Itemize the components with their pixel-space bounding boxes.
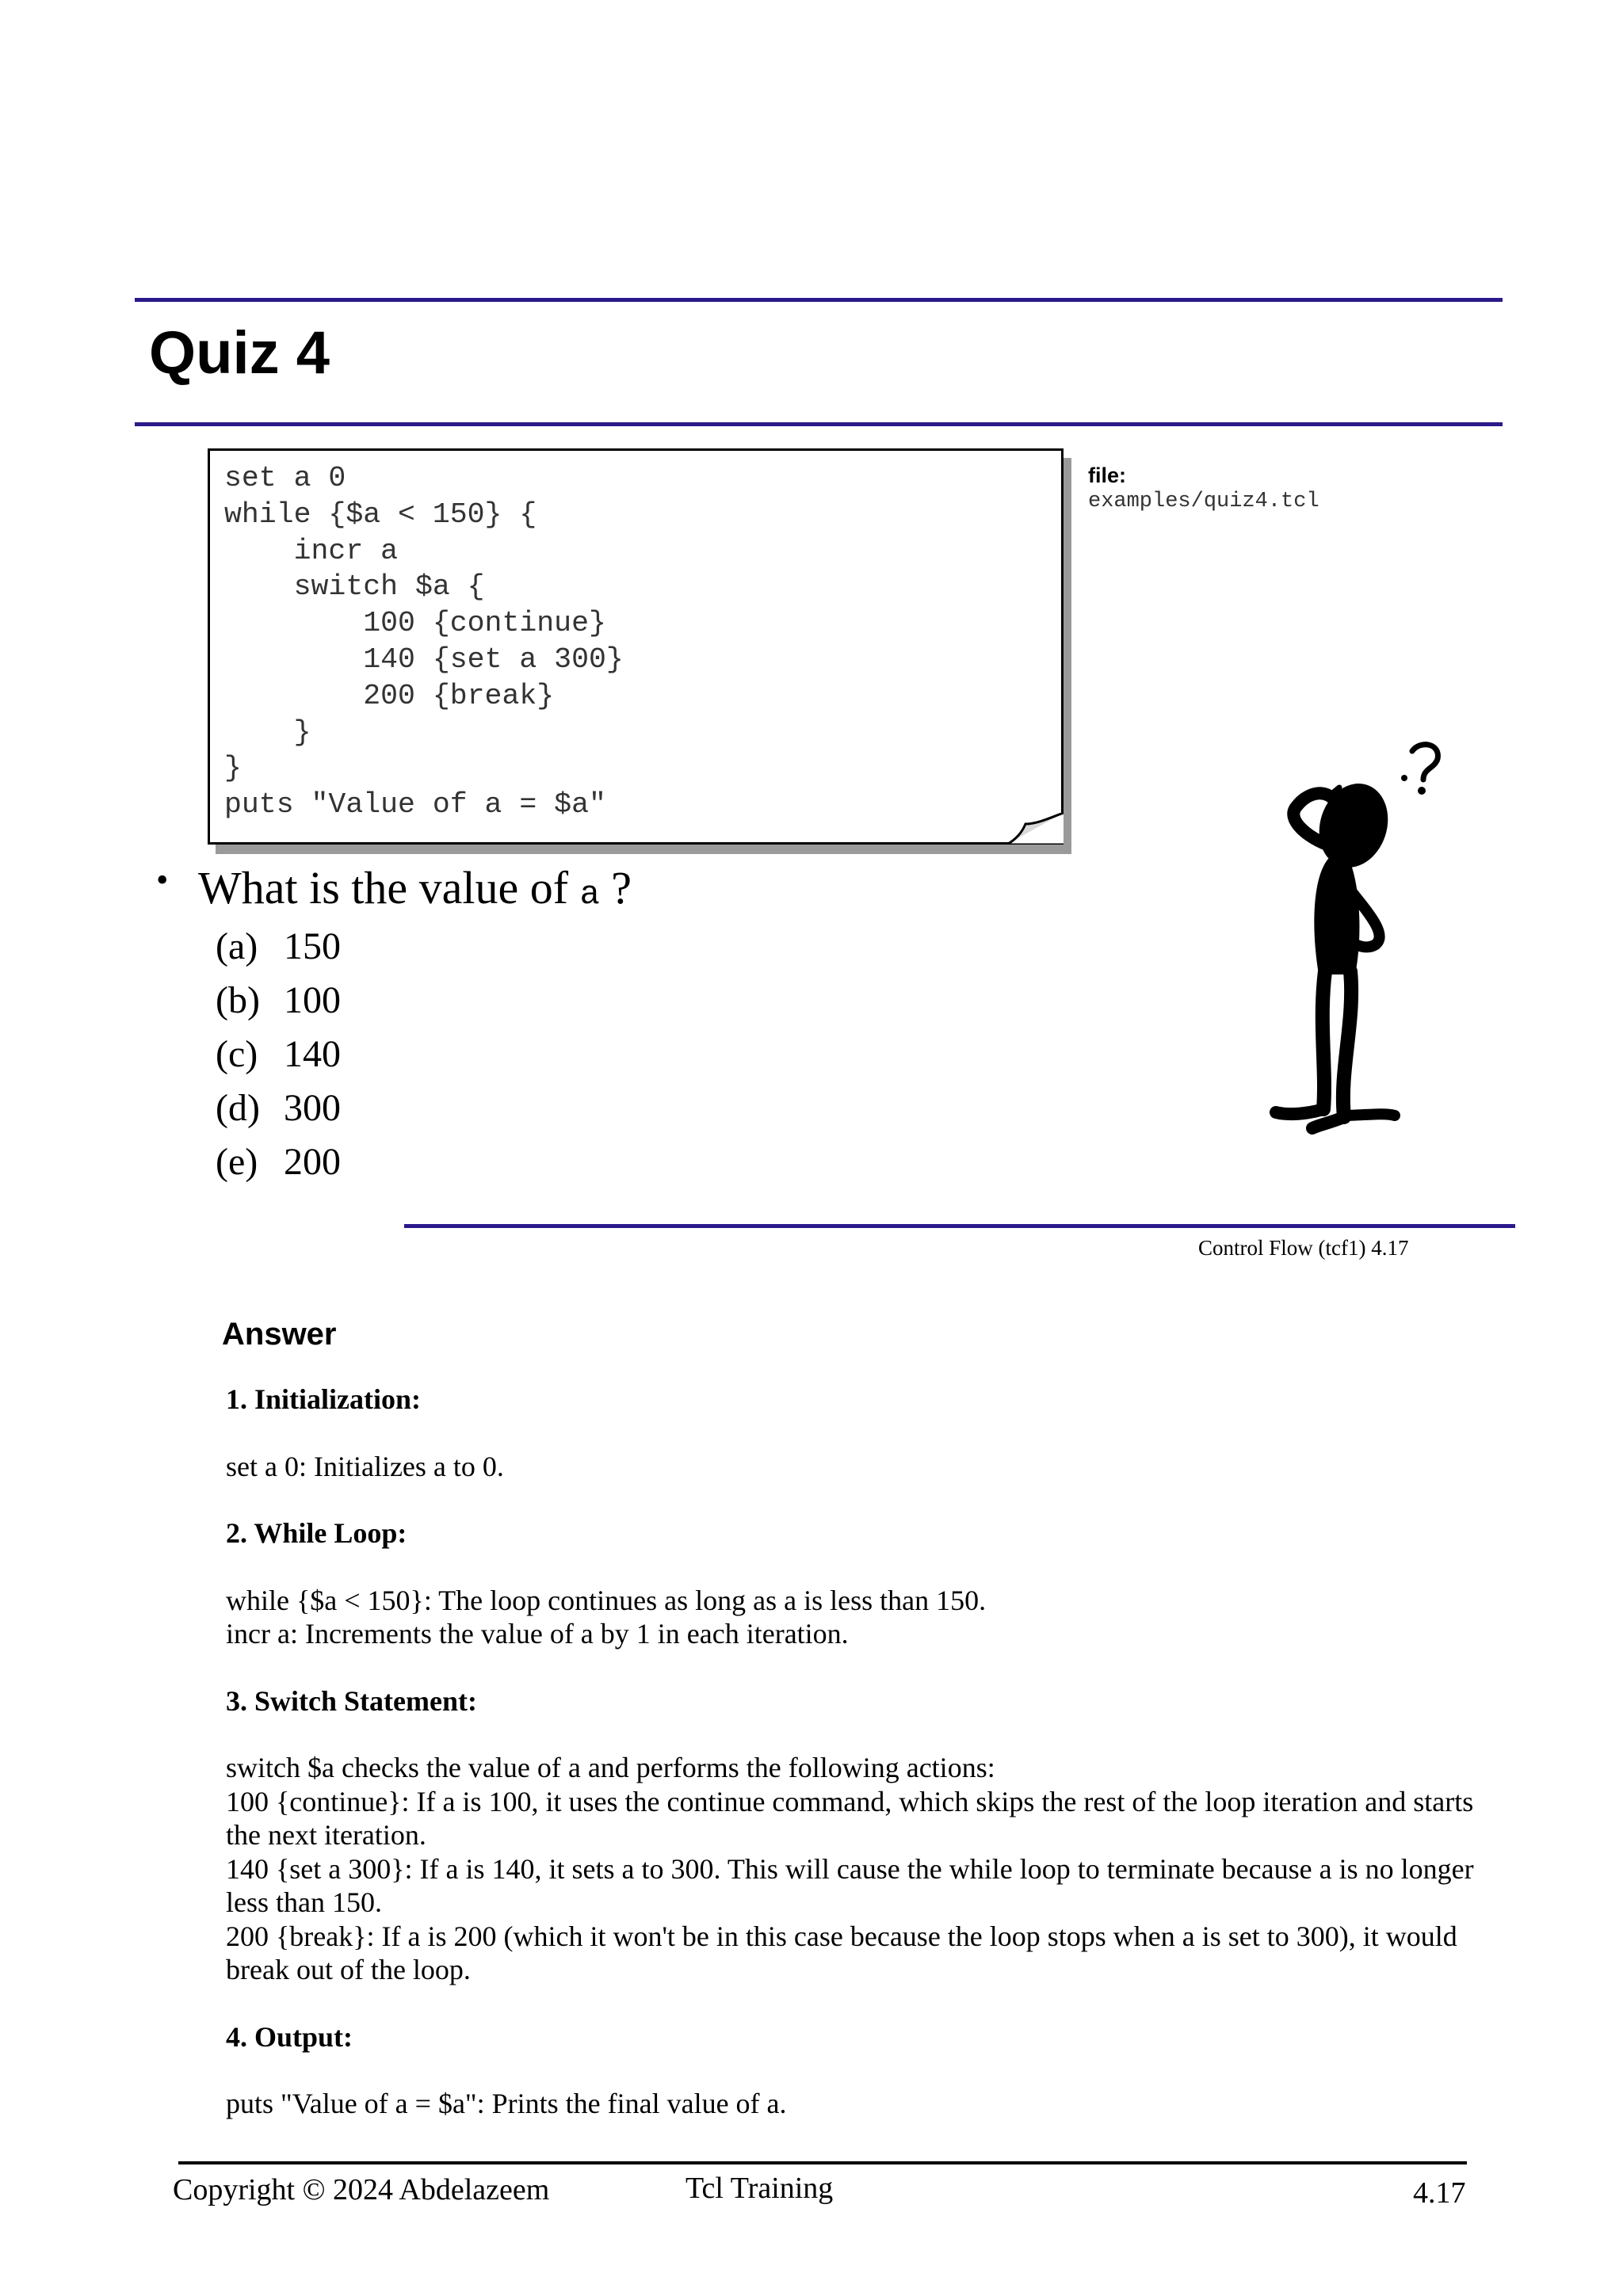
answer-body	[226, 1383, 1478, 2154]
code-line: incr a	[224, 534, 399, 567]
option-value: 140	[284, 1033, 341, 1075]
code-block	[224, 460, 624, 823]
section-line: switch $a checks the value of a and performs the following actions:	[226, 1752, 995, 1783]
question	[198, 860, 632, 916]
option-letter: (a)	[216, 925, 258, 967]
option-a	[216, 923, 341, 977]
file-label: file:	[1088, 463, 1127, 487]
section-text	[226, 1751, 1478, 1987]
code-line: 100 {continue}	[224, 607, 606, 640]
section-line: 200 {break}: If a is 200 (which it won't be in this case because the loop stops when a is set to 300), it would break out of the loop.	[226, 1920, 1457, 1985]
code-line: 200 {break}	[224, 679, 555, 712]
title-underline-rule	[135, 422, 1503, 426]
section-title: 1. Initialization:	[226, 1383, 422, 1415]
question-variable: a	[579, 875, 600, 913]
section-title: 4. Output:	[226, 2020, 353, 2053]
answer-heading: Answer	[222, 1317, 337, 1352]
code-line: }	[224, 752, 242, 785]
file-path: examples/quiz4.tcl	[1088, 490, 1319, 513]
section-text	[226, 1584, 1478, 1651]
option-letter: (d)	[216, 1087, 260, 1129]
option-b	[216, 977, 341, 1031]
page-curl-icon	[1006, 813, 1064, 845]
option-d	[216, 1085, 341, 1138]
question-suffix: ?	[611, 862, 632, 913]
option-letter: (b)	[216, 979, 260, 1021]
section-line: while {$a < 150}: The loop continues as long as a is less than 150.	[226, 1584, 987, 1616]
footer-page-number: 4.17	[1413, 2176, 1466, 2210]
code-line: 140 {set a 300}	[224, 643, 624, 676]
footer-copyright: Copyright © 2024 Abdelazeem	[173, 2173, 550, 2206]
section-line: incr a: Increments the value of a by 1 in each iteration.	[226, 1618, 849, 1650]
code-card	[208, 448, 1064, 845]
code-line: set a 0	[224, 462, 346, 494]
section-line: 100 {continue}: If a is 100, it uses the continue command, which skips the rest of the loop iteration and starts the next iteration.	[226, 1785, 1474, 1851]
option-value: 150	[284, 925, 341, 967]
section-title: 2. While Loop:	[226, 1517, 407, 1549]
section-line: set a 0: Initializes a to 0.	[226, 1450, 504, 1482]
option-letter: (c)	[216, 1033, 258, 1075]
option-e	[216, 1138, 341, 1192]
section-title: 3. Switch Statement:	[226, 1684, 477, 1717]
section-text	[226, 2087, 1478, 2121]
page-title: Quiz 4	[149, 319, 330, 387]
code-line: }	[224, 715, 311, 749]
section-line: 140 {set a 300}: If a is 140, it sets a to 300. This will cause the while loop to terminate because a is no longer less than 150.	[226, 1852, 1474, 1918]
bullet: •	[156, 860, 169, 899]
footer-course: Tcl Training	[685, 2172, 834, 2205]
question-prefix: What is the value of	[198, 862, 569, 913]
slide-caption: Control Flow (tcf1) 4.17	[1198, 1236, 1409, 1260]
option-value: 200	[284, 1141, 341, 1183]
thinking-person-icon	[1236, 737, 1442, 1165]
caption-rule	[404, 1224, 1515, 1228]
option-c	[216, 1031, 341, 1085]
top-rule	[135, 298, 1503, 302]
section-line: puts "Value of a = $a": Prints the final value of a.	[226, 2088, 787, 2119]
section-text	[226, 1450, 1478, 1484]
option-letter: (e)	[216, 1141, 258, 1183]
option-value: 100	[284, 979, 341, 1021]
code-line: while {$a < 150} {	[224, 498, 537, 531]
code-line: switch $a {	[224, 570, 485, 604]
footer-rule	[178, 2161, 1467, 2164]
answer-options	[216, 923, 341, 1192]
option-value: 300	[284, 1087, 341, 1129]
code-line: puts "Value of a = $a"	[224, 788, 606, 822]
